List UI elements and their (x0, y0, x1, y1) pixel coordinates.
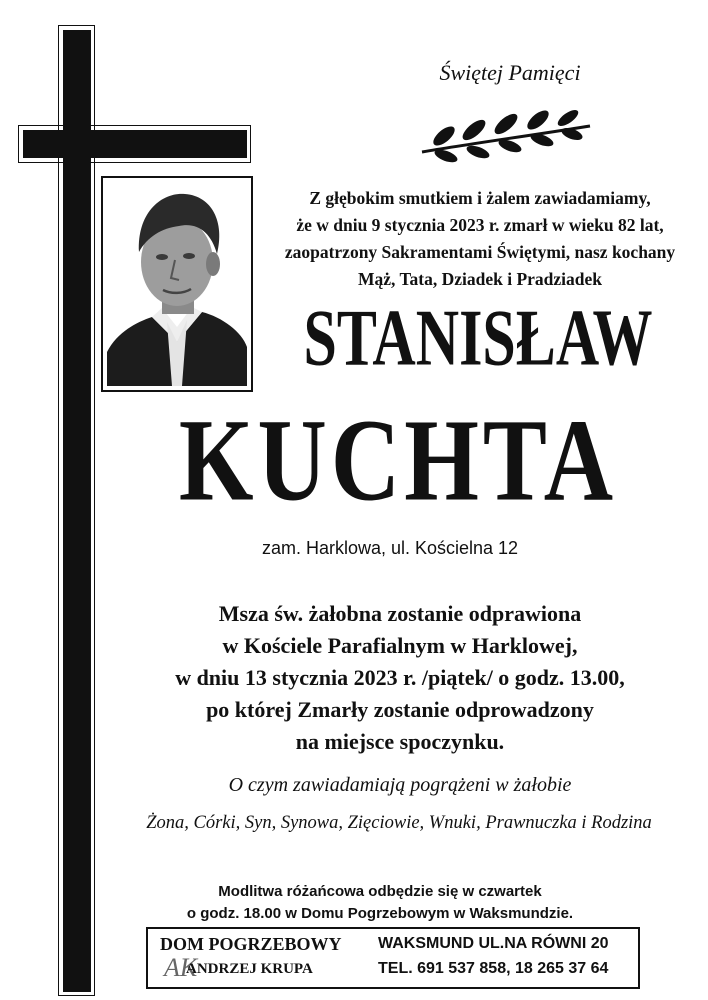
rosary-info (110, 881, 650, 925)
photo-frame (101, 176, 253, 392)
mourners-lead: O czym zawiadamiają pogrążeni w żałobie (228, 774, 572, 796)
funeral-home-logo: AK (164, 953, 198, 982)
intro-line: że w dniu 9 stycznia 2023 r. zmarł w wieku 82 lat, (296, 215, 664, 235)
rosary-line: o godz. 18.00 w Domu Pogrzebowym w Waksmundzie. (186, 905, 574, 922)
intro-line: Z głębokim smutkiem i żalem zawiadamiamy, (309, 188, 651, 208)
announcement-intro (262, 185, 698, 293)
mass-line: Msza św. żałobna zostanie odprawiona (218, 601, 582, 626)
intro-line: Mąż, Tata, Dziadek i Pradziadek (357, 269, 603, 289)
cross-arm (23, 130, 247, 158)
mourners-list: Żona, Córki, Syn, Synowa, Zięciowie, Wnuki, Prawnuczka i Rodzina (146, 813, 652, 833)
mass-line: po której Zmarły zostanie odprowadzony (206, 697, 594, 722)
funeral-home-name: DOM POGRZEBOWY (160, 934, 342, 954)
intro-line: zaopatrzony Sakramentami Świętymi, nasz kochany (284, 242, 676, 262)
cross-icon (63, 30, 91, 992)
portrait-photo (107, 182, 247, 386)
mass-info (100, 598, 700, 758)
mass-line: na miejsce spoczynku. (295, 729, 505, 754)
mass-line: w dniu 13 stycznia 2023 r. /piątek/ o godz. 13.00, (175, 665, 625, 690)
mass-line: w Kościele Parafialnym w Harklowej, (222, 633, 578, 658)
funeral-home-phone: TEL. 691 537 858, 18 265 37 64 (378, 960, 609, 977)
deceased-first-name: STANISŁAW (303, 292, 653, 383)
deceased-address: zam. Harklowa, ul. Kościelna 12 (261, 538, 519, 558)
rosary-line: Modlitwa różańcowa odbędzie się w czwartek (218, 883, 542, 900)
header-title: Świętej Pamięci (439, 60, 581, 85)
funeral-home-address: WAKSMUND UL.NA RÓWNI 20 (378, 935, 609, 952)
funeral-home-box (146, 927, 640, 989)
deceased-last-name: KUCHTA (178, 394, 618, 526)
laurel-branch-icon (418, 106, 594, 164)
funeral-home-owner: ANDRZEJ KRUPA (186, 961, 313, 977)
